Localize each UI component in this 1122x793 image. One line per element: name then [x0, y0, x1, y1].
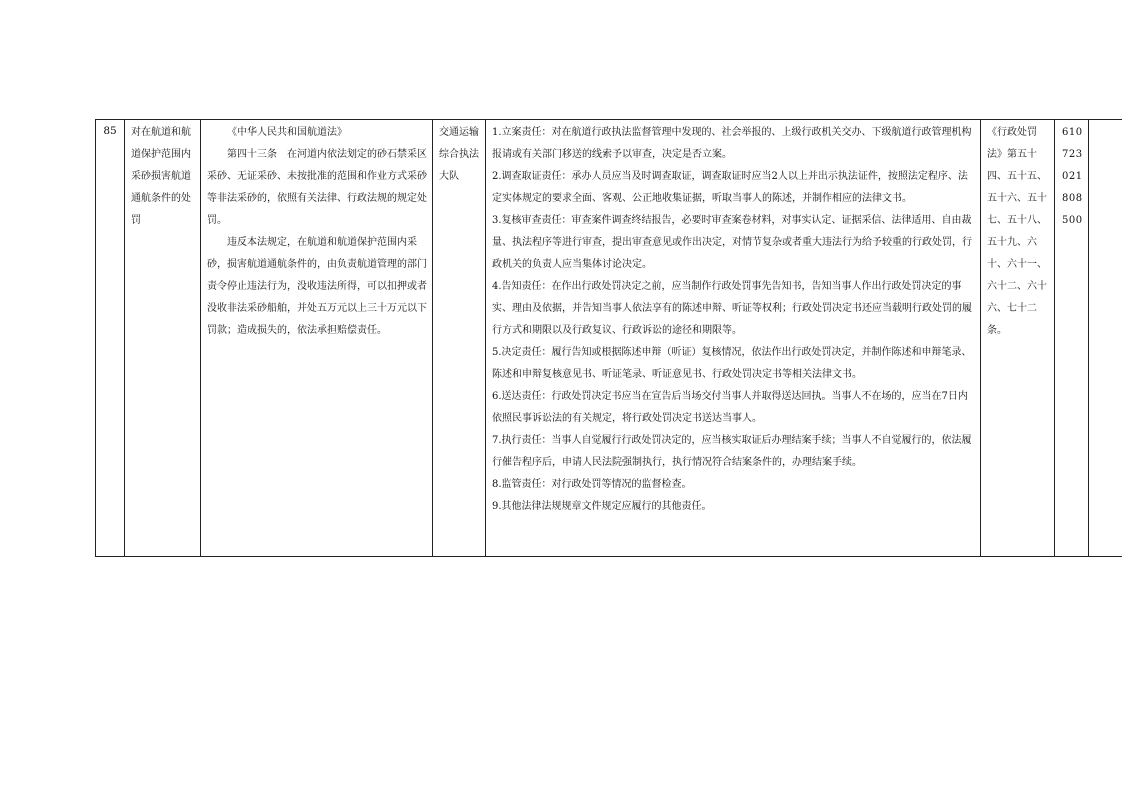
responsibility-item: 2.调查取证责任：承办人员应当及时调查取证，调查取证时应当2人以上并出示执法证件，按照法定程序、法定实体规定的要求全面、客观、公正地收集证据，听取当事人的陈述，并制作相应的法律文书。	[492, 171, 968, 204]
table-row	[96, 120, 1122, 557]
responsibility-item: 3.复核审查责任：审查案件调查终结报告，必要时审查案卷材料，对事实认定、证据采信、法律适用、自由裁量、执法程序等进行审查，提出审查意见或作出决定，对情节复杂或者重大违法行为给予较重的行政处罚，行政机关的负责人应当集体讨论决定。	[492, 215, 972, 270]
responsibility-item: 9.其他法律法规规章文件规定应履行的其他责任。	[492, 501, 712, 512]
basis-cell	[201, 120, 433, 557]
item-code-segment: 808	[1062, 193, 1083, 204]
item-name: 对在航道和航道保护范围内采砂损害航道通航条件的处罚	[131, 127, 191, 226]
department: 交通运输综合执法大队	[439, 127, 479, 182]
item-code-segment: 723	[1062, 149, 1083, 160]
responsibility-item: 7.执行责任：当事人自觉履行行政处罚决定的，应当核实取证后办理结案手续；当事人不自觉履行的，依法履行催告程序后，申请人民法院强制执行，执行情况符合结案条件的，办理结案手续。	[492, 435, 972, 468]
power-list-table	[95, 119, 1122, 557]
basis-paragraph: 违反本法规定，在航道和航道保护范围内采砂，损害航道通航条件的，由负责航道管理的部门责令停止违法行为，没收违法所得，可以扣押或者没收非法采砂船舶，并处五万元以上三十万元以下罚款；造成损失的，依法承担赔偿责任。	[207, 237, 427, 336]
item-code-segment: 500	[1062, 215, 1083, 226]
law-title: 《中华人民共和国航道法》	[227, 127, 347, 138]
accountability-basis-cell	[981, 120, 1055, 557]
responsibility-item: 1.立案责任：对在航道行政执法监督管理中发现的、社会举报的、上级行政机关交办、下级航道行政管理机构报请或有关部门移送的线索予以审查，决定是否立案。	[492, 127, 972, 160]
responsibility-item: 8.监管责任：对行政处罚等情况的监督检查。	[492, 479, 692, 490]
responsibility-item: 6.送达责任：行政处罚决定书应当在宣告后当场交付当事人并取得送达回执。当事人不在场的，应当在7日内依照民事诉讼法的有关规定，将行政处罚决定书送达当事人。	[492, 391, 968, 424]
remarks-cell	[1089, 120, 1122, 557]
item-code-segment: 021	[1062, 171, 1083, 182]
responsibility-item: 4.告知责任：在作出行政处罚决定之前，应当制作行政处罚事先告知书，告知当事人作出行政处罚决定的事实、理由及依据，并告知当事人依法享有的陈述申辩、听证等权利；行政处罚决定书还应当载明行政处罚的履行方式和期限以及行政复议、行政诉讼的途径和期限等。	[492, 281, 972, 336]
responsibility-item: 5.决定责任：履行告知或根据陈述申辩（听证）复核情况，依法作出行政处罚决定，并制作陈述和申辩笔录、陈述和申辩复核意见书、听证笔录、听证意见书、行政处罚决定书等相关法律文书。	[492, 347, 972, 380]
row-number: 85	[103, 125, 117, 137]
remarks	[1089, 120, 1122, 122]
department-cell	[433, 120, 486, 557]
item-code-segment: 610	[1062, 127, 1083, 138]
code-cell	[1055, 120, 1089, 557]
item-name-cell	[125, 120, 201, 557]
item-code	[1055, 120, 1088, 232]
basis-paragraph: 第四十三条 在河道内依法划定的砂石禁采区采砂、无证采砂、未按批准的范围和作业方式采砂等非法采砂的，依照有关法律、行政法规的规定处罚。	[207, 149, 427, 226]
row-number-cell	[96, 120, 125, 557]
responsibility-cell	[486, 120, 981, 557]
accountability-basis: 《行政处罚法》第五十四、五十五、五十六、五十七、五十八、五十九、六十、六十一、六十二、六十六、七十二条。	[987, 127, 1047, 336]
